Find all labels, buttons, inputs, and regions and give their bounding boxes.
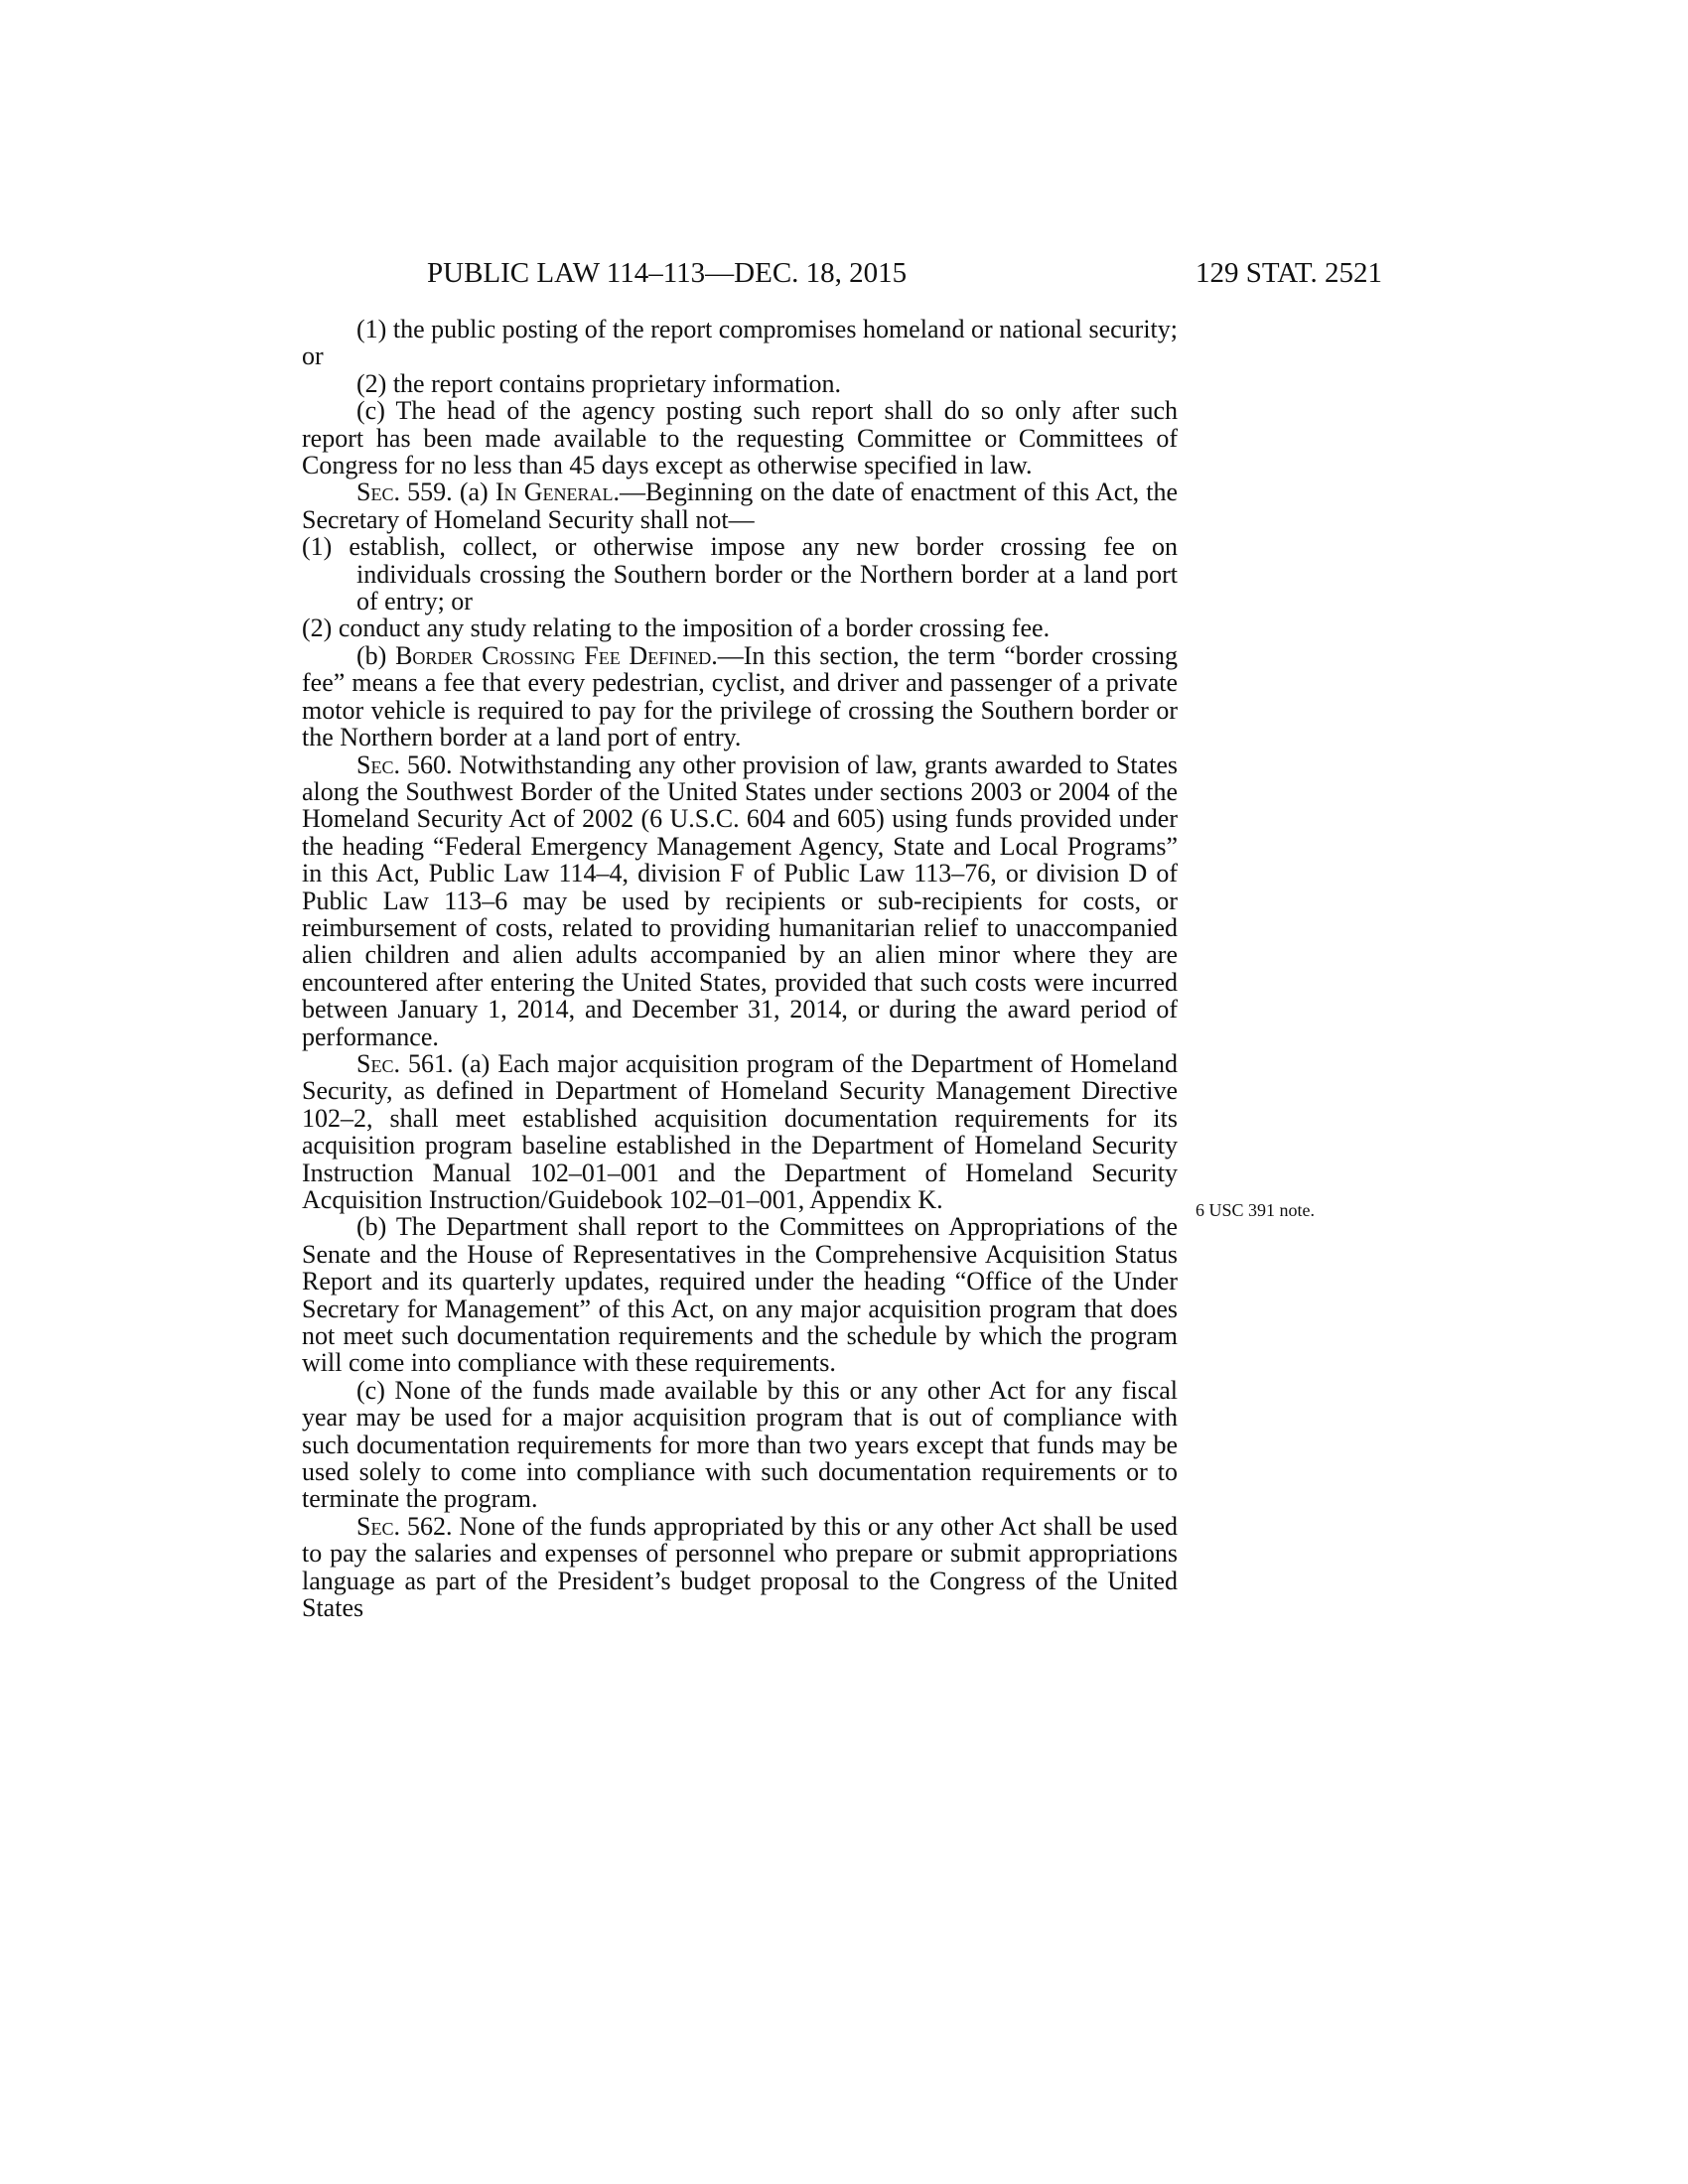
page-body [302, 316, 1178, 1622]
running-header [298, 253, 1382, 293]
sec-label: Sec. [356, 1048, 400, 1078]
section-560: Sec. 560. Notwithstanding any other provision of law, grants awarded to States along the Southwest Border of the United States under sections 2003 or 2004 of the Homeland Security Act of 2002 (6 U.S.C. 604 and 605) using funds provided under the heading “Federal Emergency Management Agency, State and Local Programs” in this Act, Public Law 114–4, division F of Public Law 113–76, or division D of Public Law 113–6 may be used by recipients or sub-recipients for costs, or reimbursement of costs, related to providing humanitarian relief to unaccompanied alien children and alien adults accompanied by an alien minor where they are encountered after entering the United States, provided that such costs were incurred between January 1, 2014, and December 31, 2014, or during the award period of performance. [302, 750, 1178, 1051]
paragraph-1: (1) the public posting of the report compromises homeland or national security; or [302, 315, 1178, 371]
paragraph-2: (2) the report contains proprietary information. [356, 368, 842, 398]
sec-label: Sec. [356, 478, 400, 507]
section-559-item-1: (1) establish, collect, or otherwise impose any new border crossing fee on individuals crossing the Southern border or the Northern border at a land port of entry; or [302, 532, 1178, 616]
section-561: Sec. 561. (a) Each major acquisition program of the Department of Homeland Security, as defined in Department of Homeland Security Management Directive 102–2, shall meet established acquisition documentation requirements for its acquisition program baseline established in the Department of Homeland Security Instruction Manual 102–01–001 and the Department of Homeland Security Acquisition Instruction/Guidebook 102–01–001, Appendix K. [302, 1048, 1178, 1214]
section-heading: In General. [494, 478, 620, 507]
section-heading: Border Crossing Fee Defined. [395, 640, 718, 670]
section-559-item-2: (2) conduct any study relating to the imposition of a border crossing fee. [302, 614, 1051, 643]
section-559: Sec. 559. (a) In General.—Beginning on the date of enactment of this Act, the Secretary of Homeland Security shall not— [302, 478, 1179, 534]
sec-label: Sec. [356, 1511, 400, 1541]
margin-citation-note: 6 USC 391 note. [1196, 1200, 1316, 1220]
paragraph-c: (c) The head of the agency posting such report shall do so only after such report has been made available to the requesting Committee or Committees of Congress for no less than 45 days except as otherwise specified in law. [302, 396, 1178, 480]
section-559-b: (b) Border Crossing Fee Defined.—In this section, the term “border crossing fee” means a fee that every pedestrian, cyclist, and driver and passenger of a private motor vehicle is required to pay for the privilege of crossing the Southern border or the Northern border at a land port of entry. [302, 640, 1178, 752]
section-562: Sec. 562. None of the funds appropriated by this or any other Act shall be used to pay the salaries and expenses of personnel who prepare or submit appropriations language as part of the President’s budget proposal to the Congress of the United States [302, 1511, 1178, 1623]
section-561-b: (b) The Department shall report to the Committees on Appropriations of the Senate and the House of Representatives in the Comprehensive Acquisition Status Report and its quarterly updates, required under the heading “Office of the Under Secretary for Management” of this Act, on any major acquisition program that does not meet such documentation requirements and the schedule by which the program will come into compliance with these requirements. [302, 1212, 1178, 1378]
section-561-c: (c) None of the funds made available by this or any other Act for any fiscal year may be used for a major acquisition program that is out of compliance with such documentation requirements for more than two years except that funds may be used solely to come into compliance with such documentation requirements or to terminate the program. [302, 1375, 1178, 1514]
page-stat-number: 129 STAT. 2521 [1195, 257, 1382, 289]
header-title: PUBLIC LAW 114–113—DEC. 18, 2015 [427, 257, 908, 289]
sec-label: Sec. [356, 750, 400, 779]
